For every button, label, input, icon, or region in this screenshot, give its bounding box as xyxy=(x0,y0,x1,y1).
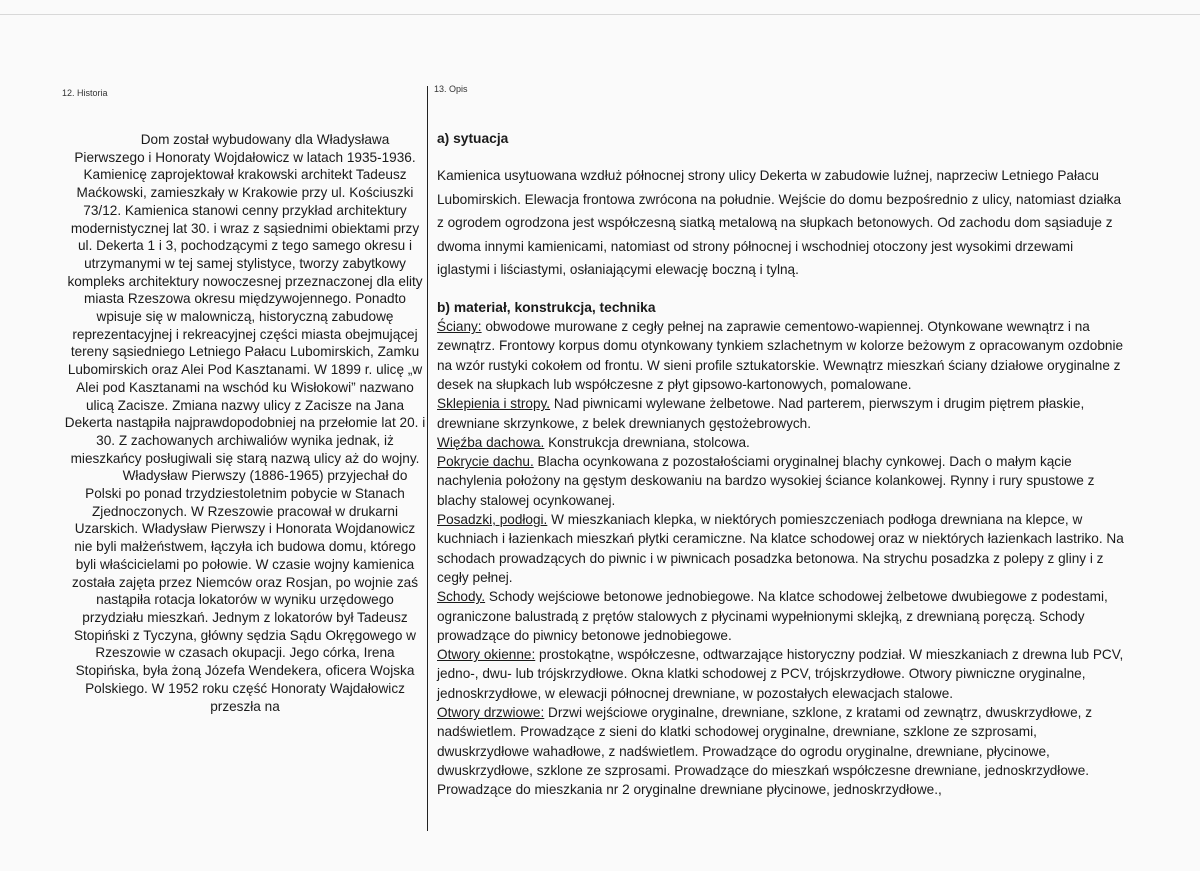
item-text: Blacha ocynkowana z pozostałościami oryginalnej blachy cynkowej. Dach o małym kącie nachylenia położony na gęstym deskowaniu na bardzo wysokiej ściance kolankowej. Rynny i rury spustowe z blachy stalowej ocynkowanej. xyxy=(437,454,1095,508)
scan-edge-line xyxy=(0,14,1200,15)
item-sklepienia xyxy=(437,394,1127,433)
item-term: Ściany: xyxy=(437,319,482,335)
history-paragraph-2: Władysław Pierwszy (1886-1965) przyjechał do Polski po ponad trzydziestoletnim pobycie w Stanach Zjednoczonych. W Rzeszowie pracował w drukarni Uzarskich. Władysław Pierwszy i Honorata Wojdanowicz nie byli małżeństwem, łączyła ich budowa domu, którego byli właścicielami po połowie. W czasie wojny kamienica została zajęta przez Niemców oraz Rosjan, po wojnie zaś nastąpiła rotacja lokatorów w wyniku urzędowego przydziału mieszkań. Jednym z lokatorów był Tadeusz Stopiński z Tyczyna, główny sędzia Sądu Okręgowego w Rzeszowie w czasach okupacji. Jego córka, Irena Stopińska, była żoną Józefa Wendekera, oficera Wojska Polskiego. W 1952 roku część Honoraty Wajdałowicz przeszła na xyxy=(71,468,419,714)
item-drzwi xyxy=(437,703,1127,799)
item-text: Konstrukcja drewniana, stolcowa. xyxy=(544,434,750,450)
sytuacja-text: Kamienica usytuowana wzdłuż północnej strony ulicy Dekerta w zabudowie luźnej, naprzeciw Letniego Pałacu Lubomirskich. Elewacja frontowa zwrócona na południe. Wejście do domu bezpośrednio z ulicy, natomiast działka z ogrodem ogrodzona jest współczesną siatką metalową na słupkach betonowych. Od zachodu dom sąsiaduje z dwoma innymi kamienicami, natomiast od strony północnej i wschodniej otoczony jest wysokimi drzewami iglastymi i liściastymi, osłaniającymi elewację boczną i tylną. xyxy=(437,168,1122,278)
item-wiezba xyxy=(437,433,1127,452)
column-divider xyxy=(427,86,428,831)
item-posadzki xyxy=(437,510,1127,587)
item-okna xyxy=(437,645,1127,703)
item-term: Sklepienia i stropy. xyxy=(437,396,551,412)
item-text: Drzwi wejściowe oryginalne, drewniane, szklone, z kratami od zewnątrz, dwuskrzydłowe, z nadświetlem. Prowadzące z sieni do klatki schodowej oryginalne, drewniane, szklone ze szprosami, dwuskrzydłowe wahadłowe, z nadświetlem. Prowadzące do ogrodu oryginalne, drewniane, płycinowe, dwuskrzydłowe, szklone ze szprosami. Prowadzące do mieszkań współczesne drewniane, jednoskrzydłowe. Prowadzące do mieszkania nr 2 oryginalne drewniane płycinowe, jednoskrzydłowe., xyxy=(437,705,1093,798)
item-text: Nad piwnicami wylewane żelbetowe. Nad parterem, pierwszym i drugim piętrem płaskie, drewniane skrzynkowe, z belek drewnianych gęstożebrowych. xyxy=(437,396,1085,431)
item-text: obwodowe murowane z cegły pełnej na zaprawie cementowo-wapiennej. Otynkowane wewnątrz i na zewnątrz. Frontowy korpus domu otynkowany tynkiem szlachetnym w kolorze beżowym z opracowanym ozdobnie na wzór rustyki cokołem od frontu. W sieni profile sztukatorskie. Wewnątrz mieszkań ściany działowe oryginalne z desek na słupkach lub współczesne z płyt gipsowo-kartonowych, pomalowane. xyxy=(437,319,1124,392)
history-paragraph-1: Dom został wybudowany dla Władysława Pierwszego i Honoraty Wojdałowicz w latach 1935-1936. Kamienicę zaprojektował krakowski architekt Tadeusz Maćkowski, zamieszkały w Krakowie przy ul. Kościuszki 73/12. Kamienica stanowi cenny przykład architektury modernistycznej lat 30. i wraz z sąsiednimi obiektami przy ul. Dekerta 1 i 3, pochodzącymi z tego samego okresu i utrzymanymi w tej samej stylistyce, tworzy zabytkowy kompleks architektury nowoczesnej przeznaczonej dla elity miasta Rzeszowa okresu międzywojennego. Ponadto wpisuje się w malowniczą, historyczną zabudowę reprezentacyjnej i rekreacyjnej części miasta obejmującej tereny sąsiedniego Letniego Pałacu Lubomirskich, Zamku Lubomirskich oraz Alei Pod Kasztanami. W 1899 r. ulicę „w Alei pod Kasztanami na wschód ku Wisłokowi” nazwano ulicą Zacisze. Zmiana nazwy ulicy z Zacisze na Jana Dekerta nastąpiła najprawdopodobniej na przełomie lat 20. i 30. Z zachowanych archiwaliów wynika jednak, iż mieszkańcy posługiwali się starą nazwą ulicy aż do wojny. xyxy=(64,132,426,466)
item-term: Otwory okienne: xyxy=(437,647,536,663)
section-label-historia: 12. Historia xyxy=(62,88,108,98)
item-term: Więźba dachowa. xyxy=(437,434,545,450)
item-term: Pokrycie dachu. xyxy=(437,454,534,470)
sytuacja-heading: a) sytuacja xyxy=(437,131,509,146)
item-pokrycie xyxy=(437,452,1127,510)
section-label-opis: 13. Opis xyxy=(434,84,468,94)
item-schody xyxy=(437,587,1127,645)
item-text: Schody wejściowe betonowe jednobiegowe. Na klatce schodowej żelbetowe dwubiegowe z podestami, ograniczone balustradą z prętów stalowych z płycinami wypełnionymi sklejką, z drewnianą poręczą. Schody prowadzące do piwnicy betonowe jednobiegowe. xyxy=(437,589,1108,643)
item-text: prostokątne, współczesne, odtwarzające historyczny podział. W mieszkaniach z drewna lub PCV, jedno-, dwu- lub trójskrzydłowe. Okna klatki schodowej z PCV, trójskrzydłowe. Otwory piwniczne oryginalne, jednoskrzydłowe, w elewacji północnej drewniane, w pozostałych elewacjach stalowe. xyxy=(437,647,1124,701)
item-term: Otwory drzwiowe: xyxy=(437,705,545,721)
history-column xyxy=(64,131,426,715)
item-text: W mieszkaniach klepka, w niektórych pomieszczeniach podłoga drewniana na klepce, w kuchniach i łazienkach mieszkań płytki ceramiczne. Na klatce schodowej oraz w niektórych łazienkach lastriko. Na schodach prowadzących do piwnic i w piwnicach posadzka betonowa. Na strychu posadzka z polepy z gliny i z cegły pełnej. xyxy=(437,512,1124,585)
item-term: Posadzki, podłogi. xyxy=(437,512,548,528)
item-term: Schody. xyxy=(437,589,486,605)
material-heading: b) materiał, konstrukcja, technika xyxy=(437,299,656,315)
item-sciany xyxy=(437,317,1127,394)
description-column xyxy=(437,129,1127,800)
